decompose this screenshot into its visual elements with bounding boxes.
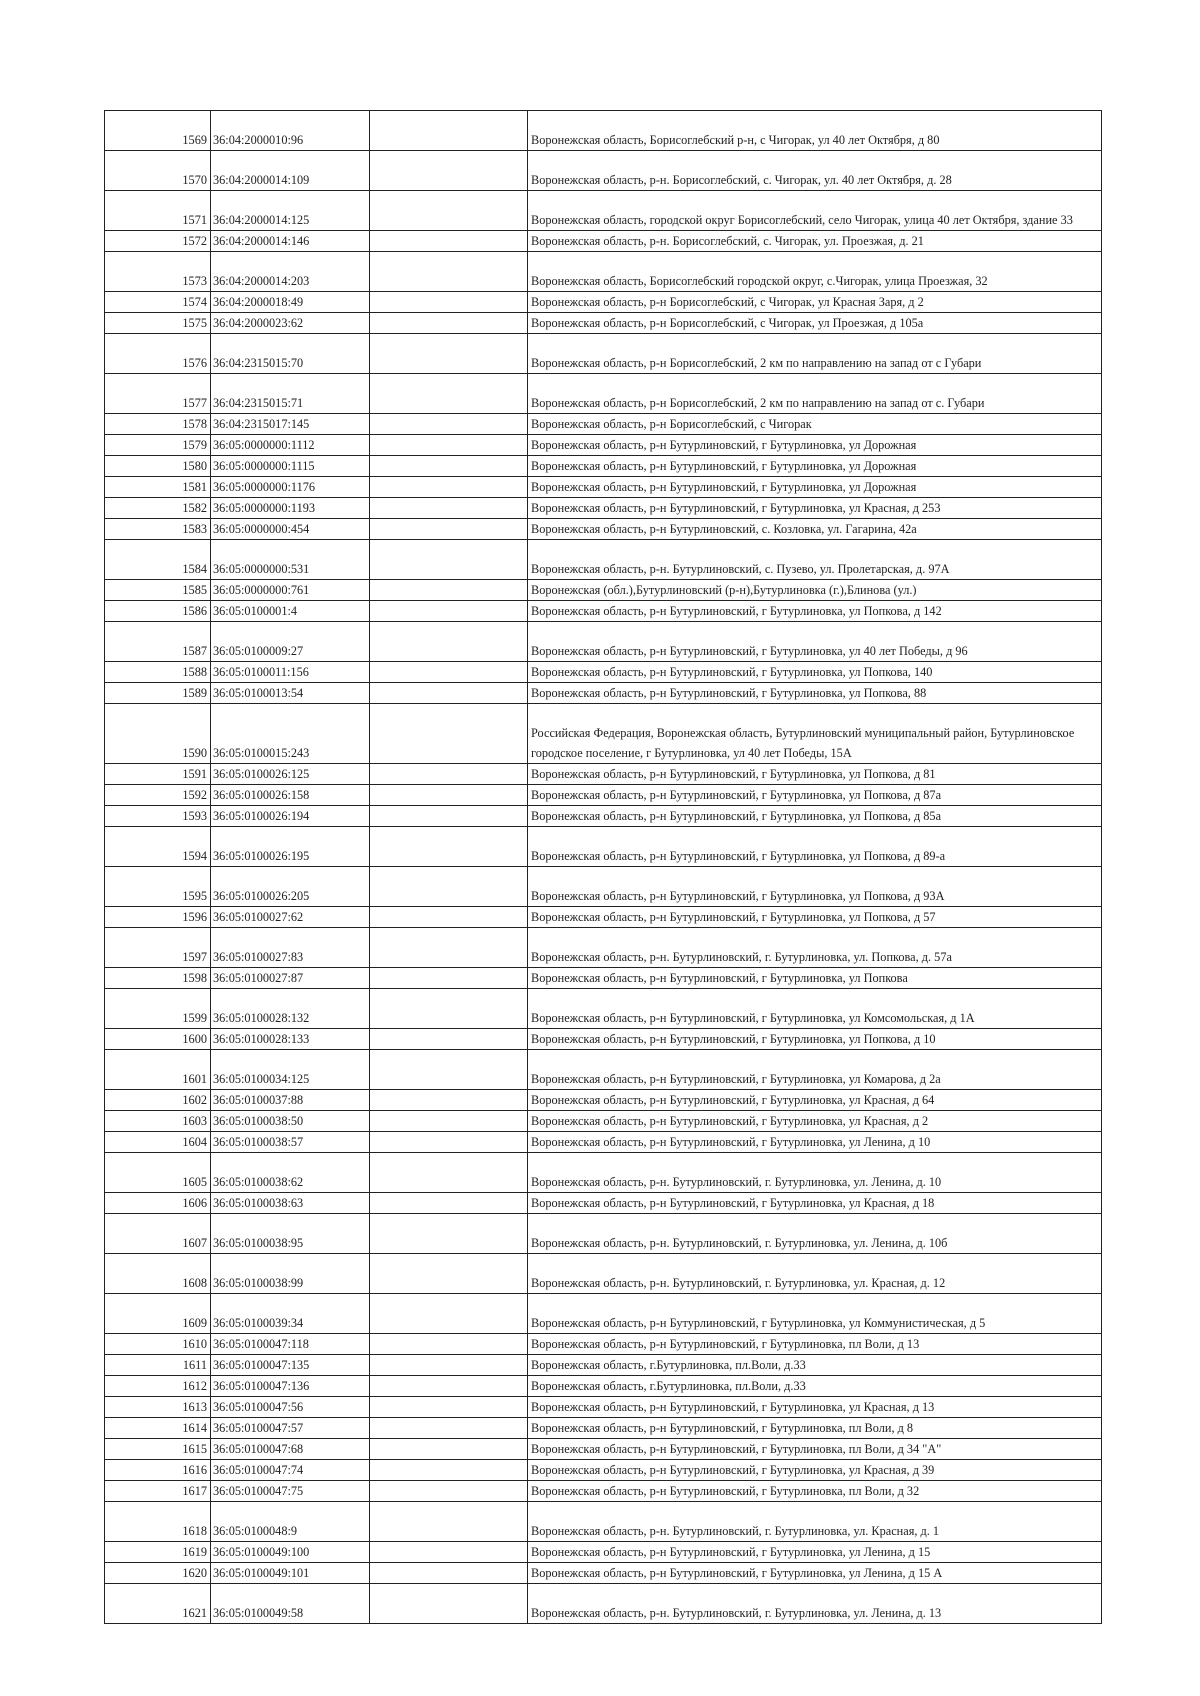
row-number-cell: 1573 bbox=[105, 252, 211, 292]
table-row bbox=[105, 907, 1102, 928]
address-cell: Воронежская область, р-н Бутурлиновский, г Бутурлиновка, ул Комарова, д 2а bbox=[528, 1050, 1102, 1090]
cadastral-number-cell: 36:05:0100038:99 bbox=[211, 1254, 370, 1294]
empty-cell bbox=[370, 601, 528, 622]
table-row bbox=[105, 1481, 1102, 1502]
empty-cell bbox=[370, 477, 528, 498]
table-row bbox=[105, 1502, 1102, 1542]
cadastral-number-cell: 36:05:0000000:1176 bbox=[211, 477, 370, 498]
row-number-cell: 1581 bbox=[105, 477, 211, 498]
cadastral-number-cell: 36:04:2000014:125 bbox=[211, 191, 370, 231]
cadastral-number-cell: 36:05:0100034:125 bbox=[211, 1050, 370, 1090]
empty-cell bbox=[370, 785, 528, 806]
empty-cell bbox=[370, 1294, 528, 1334]
table-row bbox=[105, 1460, 1102, 1481]
empty-cell bbox=[370, 683, 528, 704]
table-row bbox=[105, 477, 1102, 498]
table-row bbox=[105, 785, 1102, 806]
address-cell: Воронежская область, р-н Бутурлиновский, г Бутурлиновка, ул Красная, д 39 bbox=[528, 1460, 1102, 1481]
row-number-cell: 1617 bbox=[105, 1481, 211, 1502]
address-cell: Воронежская область, р-н Бутурлиновский, г Бутурлиновка, ул Дорожная bbox=[528, 477, 1102, 498]
table-row bbox=[105, 1214, 1102, 1254]
cadastral-number-cell: 36:05:0000000:531 bbox=[211, 540, 370, 580]
row-number-cell: 1603 bbox=[105, 1111, 211, 1132]
address-cell: Воронежская область, р-н Бутурлиновский, с. Козловка, ул. Гагарина, 42а bbox=[528, 519, 1102, 540]
table-row bbox=[105, 1563, 1102, 1584]
table-row bbox=[105, 313, 1102, 334]
address-cell: Воронежская область, городской округ Борисоглебский, село Чигорак, улица 40 лет Октября, здание 33 bbox=[528, 191, 1102, 231]
row-number-cell: 1592 bbox=[105, 785, 211, 806]
address-cell: Воронежская область, Борисоглебский р-н, с Чигорак, ул 40 лет Октября, д 80 bbox=[528, 111, 1102, 151]
row-number-cell: 1584 bbox=[105, 540, 211, 580]
address-cell: Воронежская область, р-н Бутурлиновский, г Бутурлиновка, пл Воли, д 8 bbox=[528, 1418, 1102, 1439]
cadastral-number-cell: 36:05:0100026:194 bbox=[211, 806, 370, 827]
address-cell: Воронежская область, р-н. Бутурлиновский, г. Бутурлиновка, ул. Красная, д. 1 bbox=[528, 1502, 1102, 1542]
empty-cell bbox=[370, 540, 528, 580]
empty-cell bbox=[370, 580, 528, 601]
table-row bbox=[105, 456, 1102, 477]
empty-cell bbox=[370, 519, 528, 540]
address-cell: Воронежская область, р-н. Бутурлиновский, г. Бутурлиновка, ул. Ленина, д. 10б bbox=[528, 1214, 1102, 1254]
address-cell: Воронежская область, р-н Борисоглебский, с Чигорак, ул Красная Заря, д 2 bbox=[528, 292, 1102, 313]
cadastral-number-cell: 36:04:2000018:49 bbox=[211, 292, 370, 313]
row-number-cell: 1608 bbox=[105, 1254, 211, 1294]
address-cell: Воронежская область, р-н Бутурлиновский, г Бутурлиновка, ул Попкова, д 89-а bbox=[528, 827, 1102, 867]
table-row bbox=[105, 989, 1102, 1029]
cadastral-number-cell: 36:05:0100038:63 bbox=[211, 1193, 370, 1214]
table-row bbox=[105, 1090, 1102, 1111]
empty-cell bbox=[370, 1460, 528, 1481]
row-number-cell: 1585 bbox=[105, 580, 211, 601]
table-row bbox=[105, 1376, 1102, 1397]
empty-cell bbox=[370, 1584, 528, 1624]
empty-cell bbox=[370, 1254, 528, 1294]
row-number-cell: 1609 bbox=[105, 1294, 211, 1334]
cadastral-number-cell: 36:05:0100015:243 bbox=[211, 704, 370, 764]
row-number-cell: 1589 bbox=[105, 683, 211, 704]
address-cell: Воронежская область, р-н Бутурлиновский, г Бутурлиновка, ул Дорожная bbox=[528, 435, 1102, 456]
empty-cell bbox=[370, 191, 528, 231]
address-cell: Воронежская область, р-н Бутурлиновский, г Бутурлиновка, ул Попкова, д 93А bbox=[528, 867, 1102, 907]
row-number-cell: 1572 bbox=[105, 231, 211, 252]
address-cell: Воронежская область, р-н. Борисоглебский, с. Чигорак, ул. Проезжая, д. 21 bbox=[528, 231, 1102, 252]
address-cell: Воронежская область, р-н Бутурлиновский, г Бутурлиновка, ул Красная, д 13 bbox=[528, 1397, 1102, 1418]
table-row bbox=[105, 334, 1102, 374]
table-body bbox=[105, 111, 1102, 1624]
address-cell: Воронежская область, р-н Бутурлиновский, г Бутурлиновка, ул 40 лет Победы, д 96 bbox=[528, 622, 1102, 662]
row-number-cell: 1579 bbox=[105, 435, 211, 456]
table-row bbox=[105, 704, 1102, 764]
table-row bbox=[105, 151, 1102, 191]
cadastral-number-cell: 36:05:0100047:68 bbox=[211, 1439, 370, 1460]
table-row bbox=[105, 435, 1102, 456]
table-row bbox=[105, 1254, 1102, 1294]
address-cell: Воронежская область, р-н. Борисоглебский, с. Чигорак, ул. 40 лет Октября, д. 28 bbox=[528, 151, 1102, 191]
row-number-cell: 1594 bbox=[105, 827, 211, 867]
row-number-cell: 1614 bbox=[105, 1418, 211, 1439]
address-cell: Воронежская область, р-н Бутурлиновский, г Бутурлиновка, ул Комсомольская, д 1А bbox=[528, 989, 1102, 1029]
empty-cell bbox=[370, 334, 528, 374]
row-number-cell: 1590 bbox=[105, 704, 211, 764]
table-row bbox=[105, 580, 1102, 601]
address-cell: Воронежская область, г.Бутурлиновка, пл.Воли, д.33 bbox=[528, 1355, 1102, 1376]
row-number-cell: 1583 bbox=[105, 519, 211, 540]
table-row bbox=[105, 1294, 1102, 1334]
table-row bbox=[105, 1355, 1102, 1376]
cadastral-number-cell: 36:05:0100049:58 bbox=[211, 1584, 370, 1624]
cadastral-number-cell: 36:05:0000000:1112 bbox=[211, 435, 370, 456]
table-row bbox=[105, 111, 1102, 151]
table-row bbox=[105, 1439, 1102, 1460]
empty-cell bbox=[370, 907, 528, 928]
table-row bbox=[105, 540, 1102, 580]
address-cell: Воронежская область, р-н Бутурлиновский, г Бутурлиновка, ул Попкова, д 81 bbox=[528, 764, 1102, 785]
empty-cell bbox=[370, 313, 528, 334]
row-number-cell: 1598 bbox=[105, 968, 211, 989]
address-cell: Воронежская область, р-н. Бутурлиновский, г. Бутурлиновка, ул. Ленина, д. 10 bbox=[528, 1153, 1102, 1193]
address-cell: Воронежская область, р-н Бутурлиновский, г Бутурлиновка, ул Красная, д 2 bbox=[528, 1111, 1102, 1132]
table-row bbox=[105, 622, 1102, 662]
empty-cell bbox=[370, 456, 528, 477]
address-cell: Воронежская область, р-н. Бутурлиновский, г. Бутурлиновка, ул. Попкова, д. 57а bbox=[528, 928, 1102, 968]
row-number-cell: 1574 bbox=[105, 292, 211, 313]
row-number-cell: 1607 bbox=[105, 1214, 211, 1254]
address-cell: Воронежская область, р-н Бутурлиновский, г Бутурлиновка, ул Попкова, д 85а bbox=[528, 806, 1102, 827]
empty-cell bbox=[370, 1481, 528, 1502]
row-number-cell: 1596 bbox=[105, 907, 211, 928]
row-number-cell: 1588 bbox=[105, 662, 211, 683]
row-number-cell: 1582 bbox=[105, 498, 211, 519]
row-number-cell: 1595 bbox=[105, 867, 211, 907]
address-cell: Воронежская область, р-н Бутурлиновский, г Бутурлиновка, ул Коммунистическая, д 5 bbox=[528, 1294, 1102, 1334]
row-number-cell: 1602 bbox=[105, 1090, 211, 1111]
row-number-cell: 1621 bbox=[105, 1584, 211, 1624]
table-row bbox=[105, 1397, 1102, 1418]
cadastral-number-cell: 36:05:0100027:83 bbox=[211, 928, 370, 968]
table-row bbox=[105, 683, 1102, 704]
table-row bbox=[105, 1132, 1102, 1153]
address-cell: Воронежская область, р-н Бутурлиновский, г Бутурлиновка, ул Красная, д 253 bbox=[528, 498, 1102, 519]
empty-cell bbox=[370, 1029, 528, 1050]
cadastral-number-cell: 36:05:0000000:454 bbox=[211, 519, 370, 540]
table-row bbox=[105, 519, 1102, 540]
cadastral-number-cell: 36:04:2315015:70 bbox=[211, 334, 370, 374]
empty-cell bbox=[370, 414, 528, 435]
empty-cell bbox=[370, 1153, 528, 1193]
empty-cell bbox=[370, 1334, 528, 1355]
row-number-cell: 1570 bbox=[105, 151, 211, 191]
cadastral-number-cell: 36:05:0100047:56 bbox=[211, 1397, 370, 1418]
cadastral-number-cell: 36:05:0000000:761 bbox=[211, 580, 370, 601]
cadastral-number-cell: 36:05:0100026:125 bbox=[211, 764, 370, 785]
empty-cell bbox=[370, 867, 528, 907]
table-row bbox=[105, 601, 1102, 622]
empty-cell bbox=[370, 827, 528, 867]
cadastral-number-cell: 36:05:0100047:135 bbox=[211, 1355, 370, 1376]
cadastral-number-cell: 36:05:0100049:101 bbox=[211, 1563, 370, 1584]
address-cell: Воронежская область, р-н. Бутурлиновский, г. Бутурлиновка, ул. Красная, д. 12 bbox=[528, 1254, 1102, 1294]
empty-cell bbox=[370, 1376, 528, 1397]
table-row bbox=[105, 827, 1102, 867]
address-cell: Воронежская область, р-н Бутурлиновский, г Бутурлиновка, ул Попкова, 88 bbox=[528, 683, 1102, 704]
cadastral-number-cell: 36:05:0000000:1193 bbox=[211, 498, 370, 519]
table-row bbox=[105, 292, 1102, 313]
row-number-cell: 1610 bbox=[105, 1334, 211, 1355]
address-cell: Российская Федерация, Воронежская область, Бутурлиновский муниципальный район, Бутурлиновское городское поселение, г Бутурлиновка, ул 40 лет Победы, 15А bbox=[528, 704, 1102, 764]
cadastral-number-cell: 36:05:0100001:4 bbox=[211, 601, 370, 622]
table-row bbox=[105, 662, 1102, 683]
cadastral-number-cell: 36:05:0100047:57 bbox=[211, 1418, 370, 1439]
empty-cell bbox=[370, 231, 528, 252]
address-cell: Воронежская область, Борисоглебский городской округ, с.Чигорак, улица Проезжая, 32 bbox=[528, 252, 1102, 292]
table-row bbox=[105, 1334, 1102, 1355]
table-row bbox=[105, 968, 1102, 989]
empty-cell bbox=[370, 764, 528, 785]
empty-cell bbox=[370, 1397, 528, 1418]
cadastral-number-cell: 36:05:0100026:195 bbox=[211, 827, 370, 867]
address-cell: Воронежская область, г.Бутурлиновка, пл.Воли, д.33 bbox=[528, 1376, 1102, 1397]
cadastral-number-cell: 36:05:0100047:136 bbox=[211, 1376, 370, 1397]
table-row bbox=[105, 1584, 1102, 1624]
cadastral-number-cell: 36:05:0100013:54 bbox=[211, 683, 370, 704]
row-number-cell: 1619 bbox=[105, 1542, 211, 1563]
row-number-cell: 1578 bbox=[105, 414, 211, 435]
cadastral-number-cell: 36:05:0100009:27 bbox=[211, 622, 370, 662]
row-number-cell: 1606 bbox=[105, 1193, 211, 1214]
row-number-cell: 1569 bbox=[105, 111, 211, 151]
cadastral-number-cell: 36:05:0100028:132 bbox=[211, 989, 370, 1029]
empty-cell bbox=[370, 292, 528, 313]
empty-cell bbox=[370, 1439, 528, 1460]
address-cell: Воронежская область, р-н Бутурлиновский, г Бутурлиновка, ул Попкова, д 87а bbox=[528, 785, 1102, 806]
empty-cell bbox=[370, 1355, 528, 1376]
empty-cell bbox=[370, 1542, 528, 1563]
address-cell: Воронежская область, р-н Бутурлиновский, г Бутурлиновка, пл Воли, д 34 "А" bbox=[528, 1439, 1102, 1460]
empty-cell bbox=[370, 374, 528, 414]
empty-cell bbox=[370, 1563, 528, 1584]
table-row bbox=[105, 231, 1102, 252]
empty-cell bbox=[370, 704, 528, 764]
table-row bbox=[105, 1050, 1102, 1090]
cadastral-number-cell: 36:04:2315015:71 bbox=[211, 374, 370, 414]
cadastral-number-cell: 36:05:0100026:158 bbox=[211, 785, 370, 806]
address-cell: Воронежская область, р-н Бутурлиновский, г Бутурлиновка, ул Попкова bbox=[528, 968, 1102, 989]
address-cell: Воронежская область, р-н Бутурлиновский, г Бутурлиновка, пл Воли, д 13 bbox=[528, 1334, 1102, 1355]
row-number-cell: 1593 bbox=[105, 806, 211, 827]
empty-cell bbox=[370, 1050, 528, 1090]
empty-cell bbox=[370, 1502, 528, 1542]
cadastral-number-cell: 36:04:2000014:203 bbox=[211, 252, 370, 292]
row-number-cell: 1613 bbox=[105, 1397, 211, 1418]
address-cell: Воронежская область, р-н Борисоглебский, 2 км по направлению на запад от с Губари bbox=[528, 334, 1102, 374]
row-number-cell: 1615 bbox=[105, 1439, 211, 1460]
property-table bbox=[104, 110, 1102, 1624]
cadastral-number-cell: 36:04:2000023:62 bbox=[211, 313, 370, 334]
empty-cell bbox=[370, 498, 528, 519]
address-cell: Воронежская область, р-н Бутурлиновский, г Бутурлиновка, ул Попкова, 140 bbox=[528, 662, 1102, 683]
address-cell: Воронежская область, р-н Бутурлиновский, г Бутурлиновка, ул Попкова, д 10 bbox=[528, 1029, 1102, 1050]
row-number-cell: 1591 bbox=[105, 764, 211, 785]
cadastral-number-cell: 36:05:0100039:34 bbox=[211, 1294, 370, 1334]
cadastral-number-cell: 36:05:0100038:62 bbox=[211, 1153, 370, 1193]
row-number-cell: 1571 bbox=[105, 191, 211, 231]
table-row bbox=[105, 1029, 1102, 1050]
empty-cell bbox=[370, 1214, 528, 1254]
empty-cell bbox=[370, 806, 528, 827]
address-cell: Воронежская область, р-н Бутурлиновский, г Бутурлиновка, ул Красная, д 64 bbox=[528, 1090, 1102, 1111]
address-cell: Воронежская область, р-н Борисоглебский, с Чигорак, ул Проезжая, д 105а bbox=[528, 313, 1102, 334]
cadastral-number-cell: 36:05:0100048:9 bbox=[211, 1502, 370, 1542]
empty-cell bbox=[370, 622, 528, 662]
cadastral-number-cell: 36:04:2000014:146 bbox=[211, 231, 370, 252]
address-cell: Воронежская (обл.),Бутурлиновский (р-н),Бутурлиновка (г.),Блинова (ул.) bbox=[528, 580, 1102, 601]
row-number-cell: 1616 bbox=[105, 1460, 211, 1481]
table-row bbox=[105, 1111, 1102, 1132]
cadastral-number-cell: 36:05:0100038:50 bbox=[211, 1111, 370, 1132]
cadastral-number-cell: 36:05:0100026:205 bbox=[211, 867, 370, 907]
cadastral-number-cell: 36:04:2000010:96 bbox=[211, 111, 370, 151]
cadastral-number-cell: 36:05:0100038:95 bbox=[211, 1214, 370, 1254]
table-row bbox=[105, 374, 1102, 414]
address-cell: Воронежская область, р-н Бутурлиновский, г Бутурлиновка, ул Ленина, д 15 А bbox=[528, 1563, 1102, 1584]
table-row bbox=[105, 1418, 1102, 1439]
empty-cell bbox=[370, 252, 528, 292]
empty-cell bbox=[370, 1132, 528, 1153]
address-cell: Воронежская область, р-н Бутурлиновский, г Бутурлиновка, ул Попкова, д 142 bbox=[528, 601, 1102, 622]
table-row bbox=[105, 1153, 1102, 1193]
address-cell: Воронежская область, р-н Борисоглебский, 2 км по направлению на запад от с. Губари bbox=[528, 374, 1102, 414]
row-number-cell: 1618 bbox=[105, 1502, 211, 1542]
address-cell: Воронежская область, р-н Бутурлиновский, г Бутурлиновка, ул Ленина, д 10 bbox=[528, 1132, 1102, 1153]
empty-cell bbox=[370, 1418, 528, 1439]
empty-cell bbox=[370, 1193, 528, 1214]
empty-cell bbox=[370, 662, 528, 683]
address-cell: Воронежская область, р-н. Бутурлиновский, с. Пузево, ул. Пролетарская, д. 97А bbox=[528, 540, 1102, 580]
address-cell: Воронежская область, р-н Борисоглебский, с Чигорак bbox=[528, 414, 1102, 435]
table-row bbox=[105, 806, 1102, 827]
address-cell: Воронежская область, р-н Бутурлиновский, г Бутурлиновка, ул Попкова, д 57 bbox=[528, 907, 1102, 928]
row-number-cell: 1604 bbox=[105, 1132, 211, 1153]
empty-cell bbox=[370, 968, 528, 989]
empty-cell bbox=[370, 1090, 528, 1111]
table-row bbox=[105, 764, 1102, 785]
table-row bbox=[105, 414, 1102, 435]
row-number-cell: 1599 bbox=[105, 989, 211, 1029]
cadastral-number-cell: 36:05:0100011:156 bbox=[211, 662, 370, 683]
address-cell: Воронежская область, р-н Бутурлиновский, г Бутурлиновка, пл Воли, д 32 bbox=[528, 1481, 1102, 1502]
table-row bbox=[105, 1542, 1102, 1563]
row-number-cell: 1600 bbox=[105, 1029, 211, 1050]
empty-cell bbox=[370, 1111, 528, 1132]
row-number-cell: 1577 bbox=[105, 374, 211, 414]
table-row bbox=[105, 498, 1102, 519]
row-number-cell: 1620 bbox=[105, 1563, 211, 1584]
row-number-cell: 1580 bbox=[105, 456, 211, 477]
cadastral-number-cell: 36:05:0100027:62 bbox=[211, 907, 370, 928]
cadastral-number-cell: 36:05:0000000:1115 bbox=[211, 456, 370, 477]
empty-cell bbox=[370, 928, 528, 968]
cadastral-number-cell: 36:05:0100047:74 bbox=[211, 1460, 370, 1481]
row-number-cell: 1575 bbox=[105, 313, 211, 334]
row-number-cell: 1601 bbox=[105, 1050, 211, 1090]
table-row bbox=[105, 252, 1102, 292]
row-number-cell: 1586 bbox=[105, 601, 211, 622]
table-row bbox=[105, 1193, 1102, 1214]
row-number-cell: 1597 bbox=[105, 928, 211, 968]
address-cell: Воронежская область, р-н Бутурлиновский, г Бутурлиновка, ул Ленина, д 15 bbox=[528, 1542, 1102, 1563]
cadastral-number-cell: 36:05:0100049:100 bbox=[211, 1542, 370, 1563]
address-cell: Воронежская область, р-н. Бутурлиновский, г. Бутурлиновка, ул. Ленина, д. 13 bbox=[528, 1584, 1102, 1624]
table-row bbox=[105, 191, 1102, 231]
empty-cell bbox=[370, 989, 528, 1029]
empty-cell bbox=[370, 111, 528, 151]
address-cell: Воронежская область, р-н Бутурлиновский, г Бутурлиновка, ул Красная, д 18 bbox=[528, 1193, 1102, 1214]
cadastral-number-cell: 36:05:0100047:118 bbox=[211, 1334, 370, 1355]
row-number-cell: 1612 bbox=[105, 1376, 211, 1397]
row-number-cell: 1605 bbox=[105, 1153, 211, 1193]
cadastral-number-cell: 36:05:0100038:57 bbox=[211, 1132, 370, 1153]
table-row bbox=[105, 867, 1102, 907]
address-cell: Воронежская область, р-н Бутурлиновский, г Бутурлиновка, ул Дорожная bbox=[528, 456, 1102, 477]
row-number-cell: 1587 bbox=[105, 622, 211, 662]
empty-cell bbox=[370, 435, 528, 456]
row-number-cell: 1576 bbox=[105, 334, 211, 374]
cadastral-number-cell: 36:05:0100027:87 bbox=[211, 968, 370, 989]
cadastral-number-cell: 36:05:0100028:133 bbox=[211, 1029, 370, 1050]
row-number-cell: 1611 bbox=[105, 1355, 211, 1376]
cadastral-number-cell: 36:05:0100037:88 bbox=[211, 1090, 370, 1111]
cadastral-number-cell: 36:04:2000014:109 bbox=[211, 151, 370, 191]
cadastral-number-cell: 36:05:0100047:75 bbox=[211, 1481, 370, 1502]
empty-cell bbox=[370, 151, 528, 191]
table-row bbox=[105, 928, 1102, 968]
cadastral-number-cell: 36:04:2315017:145 bbox=[211, 414, 370, 435]
